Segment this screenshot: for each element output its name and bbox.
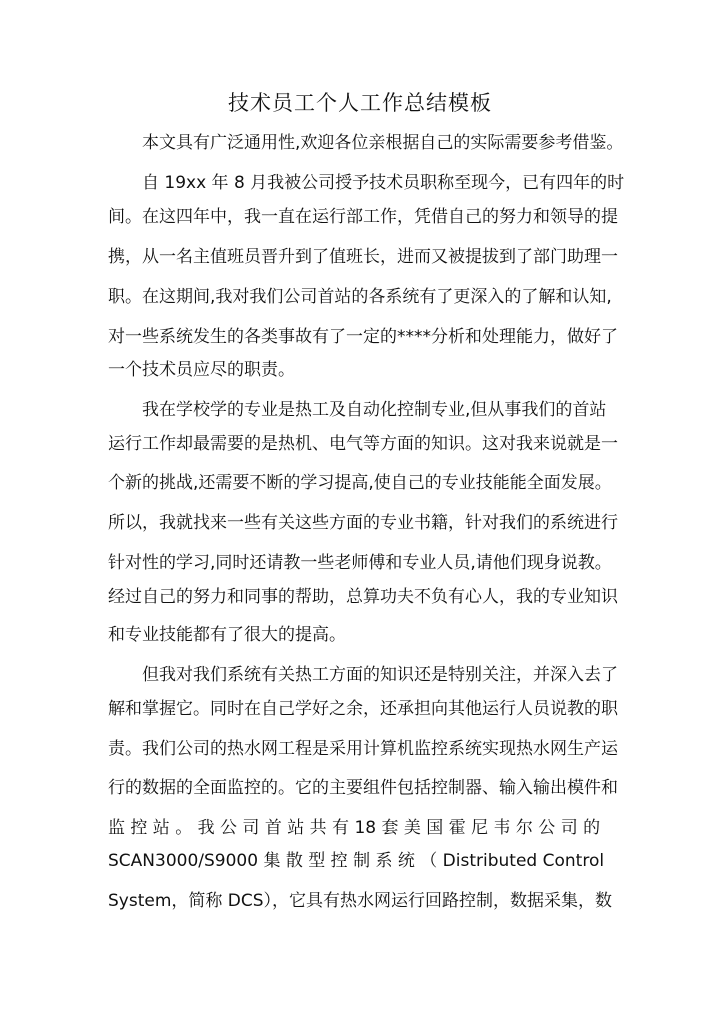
text-line: 携，从一名主值班员晋升到了值班长，进而又被提拔到了部门助理一	[108, 247, 618, 267]
text-line: SCAN3000/S9000 集 散 型 控 制 系 统 （ Distributed Control	[108, 851, 605, 871]
text-line: 责。我们公司的热水网工程是采用计算机监控系统实现热水网生产运	[108, 739, 618, 759]
text-line: 一个技术员应尽的职责。	[108, 360, 295, 380]
text-line: 行的数据的全面监控的。它的主要组件包括控制器、输入输出模件和	[108, 778, 618, 798]
text-line: System，简称 DCS），它具有热水网运行回路控制，数据采集，数	[108, 891, 613, 911]
text-line: 对一些系统发生的各类事故有了一定的****分析和处理能力，做好了	[108, 327, 618, 347]
text-line: 监 控 站 。 我 公 司 首 站 共 有 18 套 美 国 霍 尼 韦 尔 公 司 的	[108, 818, 601, 838]
text-line: 职。在这期间,我对我们公司首站的各系统有了更深入的了解和认知,	[108, 287, 612, 307]
text-line: 但我对我们系统有关热工方面的知识还是特别关注，并深入去了	[142, 665, 618, 685]
text-line: 自 19xx 年 8 月我被公司授予技术员职称至现今，已有四年的时	[142, 173, 625, 193]
text-line: 和专业技能都有了很大的提高。	[108, 625, 346, 645]
text-line: 解和掌握它。同时在自己学好之余，还承担向其他运行人员说教的职	[108, 699, 618, 719]
text-line: 运行工作却最需要的是热机、电气等方面的知识。这对我来说就是一	[108, 434, 618, 454]
text-line: 本文具有广泛通用性,欢迎各位亲根据自己的实际需要参考借鉴。	[142, 133, 624, 153]
text-line: 间。在这四年中，我一直在运行部工作，凭借自己的努力和领导的提	[108, 207, 618, 227]
text-line: 针对性的学习,同时还请教一些老师傅和专业人员,请他们现身说教。	[108, 553, 612, 573]
document-title: 技术员工个人工作总结模板	[228, 91, 492, 115]
text-line: 经过自己的努力和同事的帮助，总算功夫不负有心人，我的专业知识	[108, 587, 618, 607]
text-line: 我在学校学的专业是热工及自动化控制专业,但从事我们的首站	[142, 400, 607, 420]
text-line: 个新的挑战,还需要不断的学习提高,使自己的专业技能能全面发展。	[108, 473, 612, 493]
text-line: 所以，我就找来一些有关这些方面的专业书籍，针对我们的系统进行	[108, 513, 618, 533]
